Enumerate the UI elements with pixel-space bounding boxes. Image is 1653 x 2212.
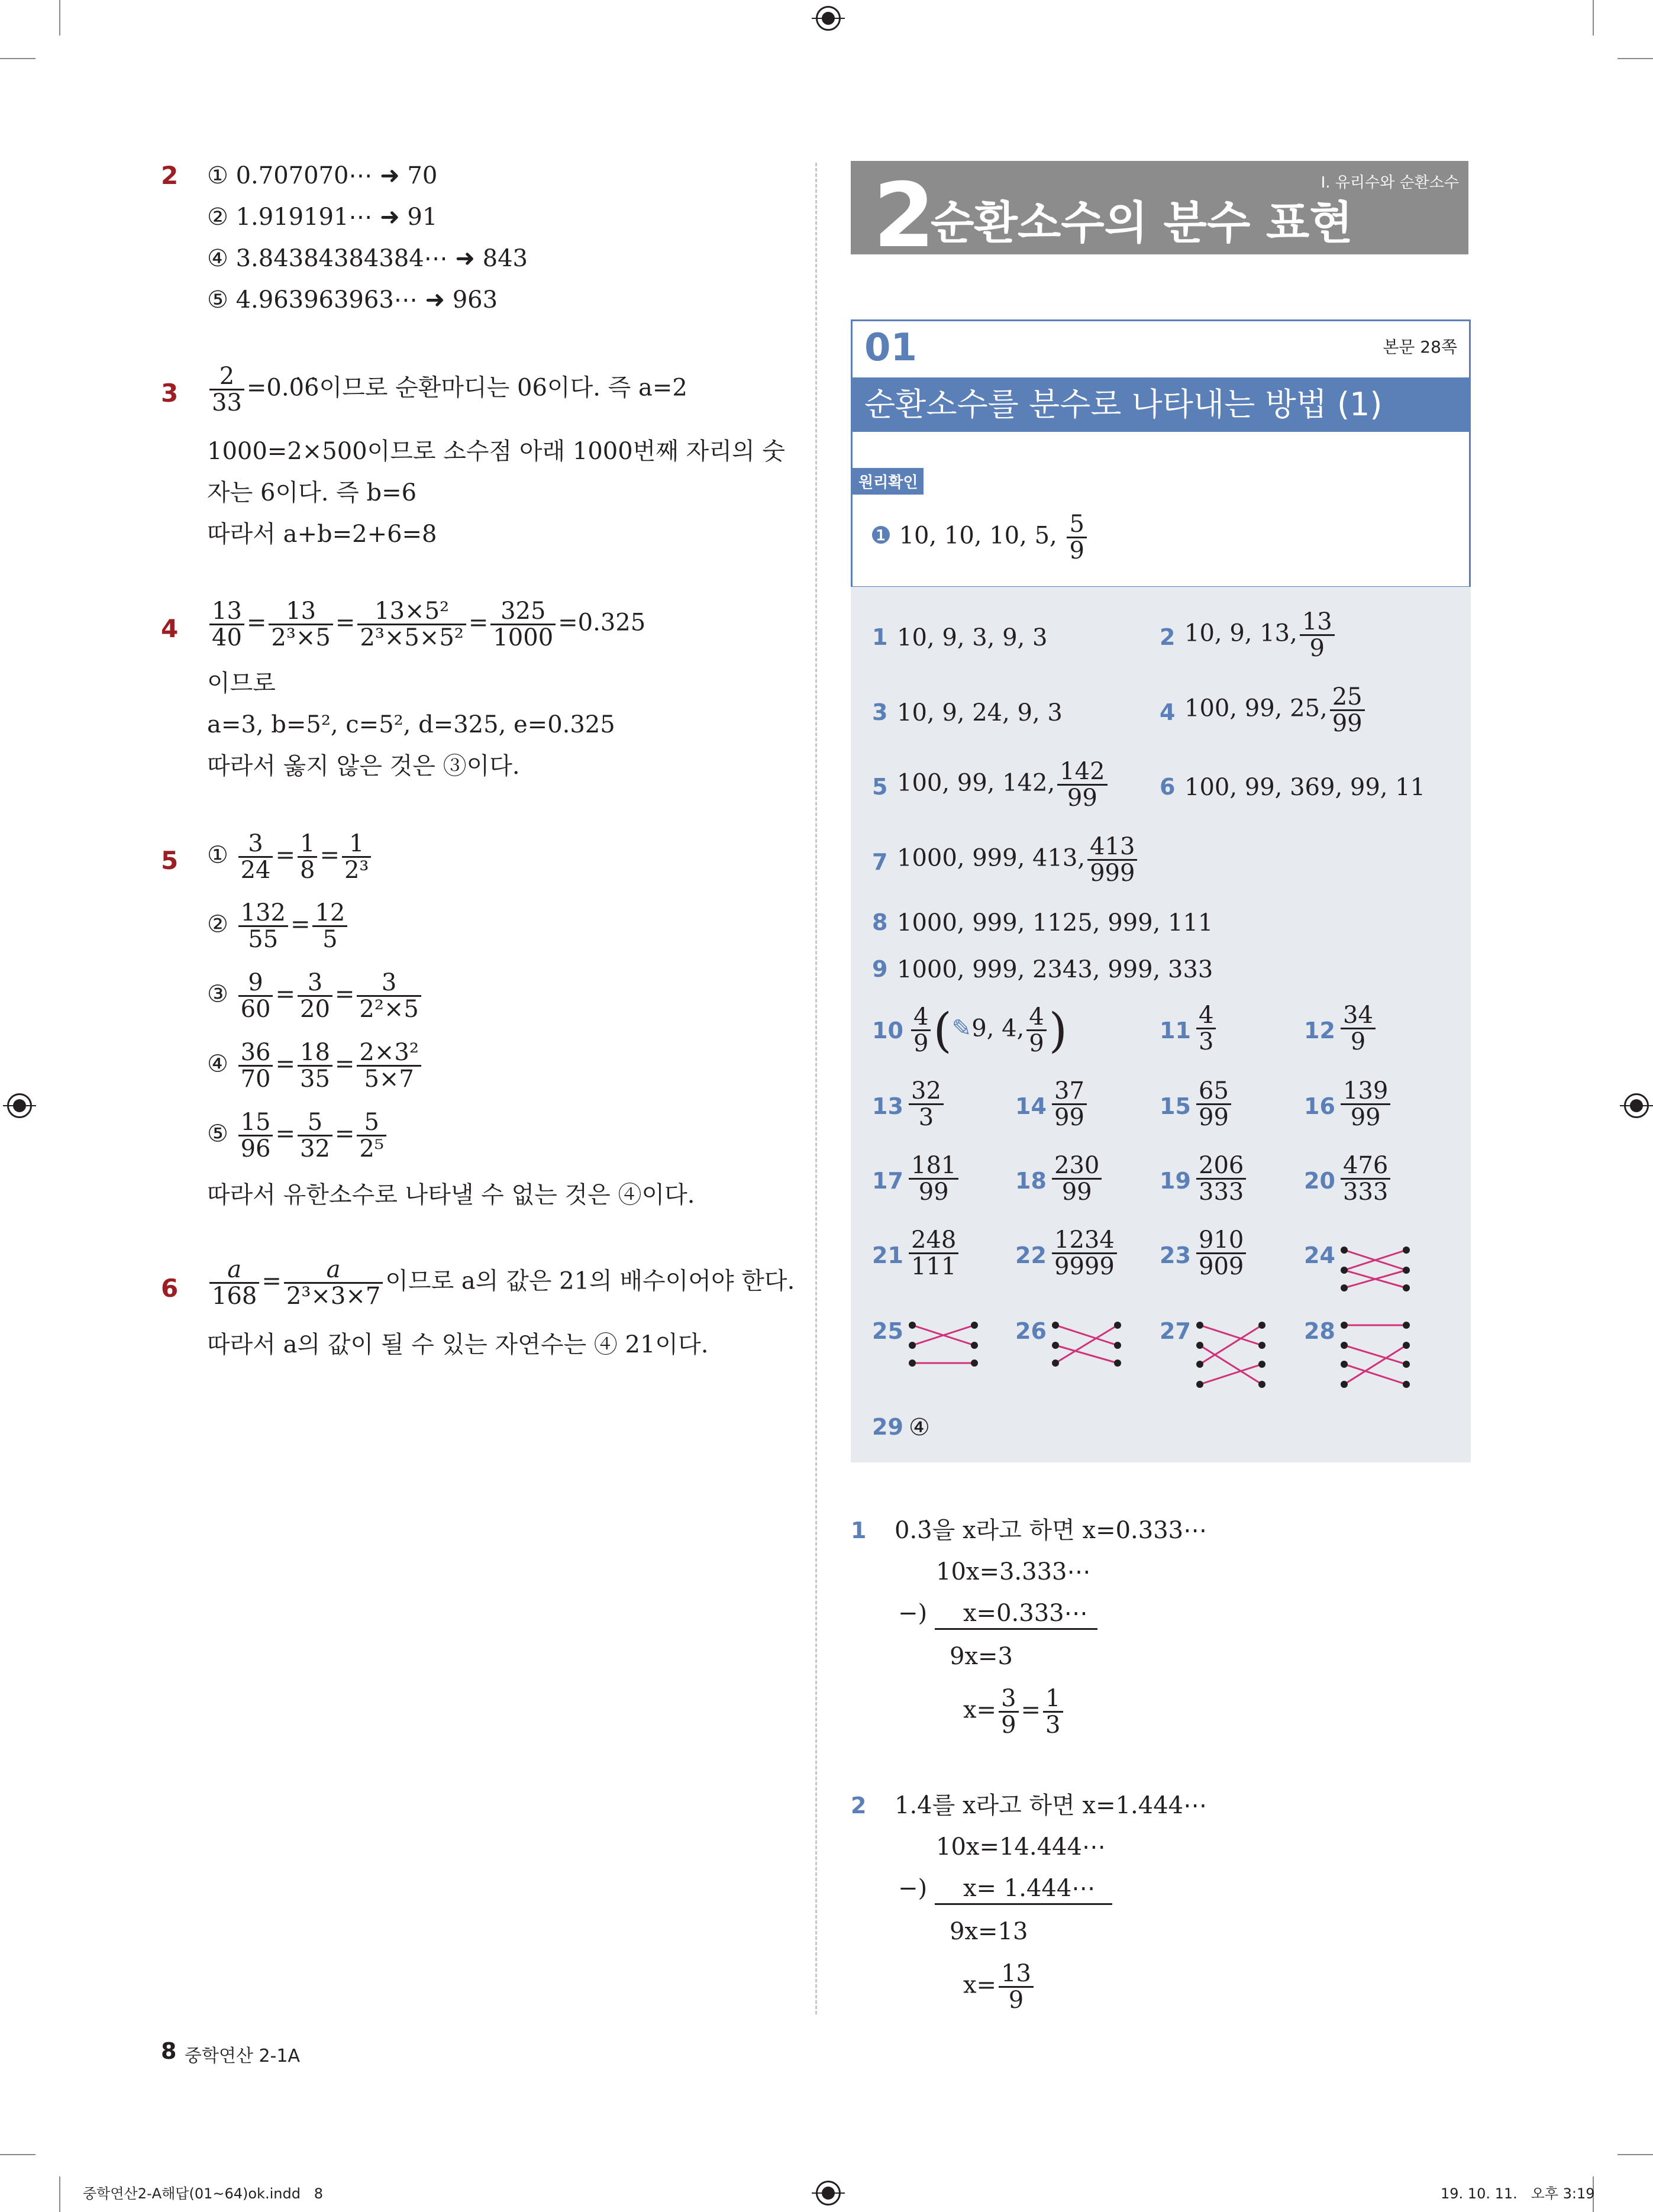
equation: $\frac{2}{33}$ =0.0̇6̇이므로 순환마디는 06이다. 즉 a=2 xyxy=(207,364,687,415)
registration-mark-icon xyxy=(7,1093,32,1118)
answer-line: ① 0.707070⋯ ➜ 70 xyxy=(207,162,438,189)
answer-line: ② 1.919191⋯ ➜ 91 xyxy=(207,204,438,231)
equation-row: ① $\frac{3}{24}$ = $\frac{1}{8}$ = $\frac{1}{\text{2³}}$ xyxy=(207,831,373,883)
category-label: I. 유리수와 순환소수 xyxy=(1321,174,1459,192)
text-line: 1000=2×500이므로 소수점 아래 1000번째 자리의 숫 xyxy=(207,438,785,465)
crop-mark xyxy=(0,58,35,59)
answer-line: ⑤ 4.963963963⋯ ➜ 963 xyxy=(207,286,498,314)
book-title: 중학연산 2-1A xyxy=(185,2046,300,2066)
concept-box xyxy=(851,319,1471,588)
text-line: 따라서 옳지 않은 것은 ③이다. xyxy=(207,753,520,780)
pencil-icon: ✎ xyxy=(951,1015,972,1042)
problem-number: 3 xyxy=(161,379,179,408)
equation-row: ④ $\frac{36}{70}$ = $\frac{18}{35}$ = $\frac{\text{2×3²}}{5\times 7}$ xyxy=(207,1040,424,1092)
file-name: 중학연산2-A해답(01~64)ok.indd 8 xyxy=(83,2185,324,2202)
matching-diagram xyxy=(1194,1320,1271,1389)
crop-mark xyxy=(1618,2154,1653,2155)
registration-mark-icon xyxy=(1624,1093,1649,1118)
problem-number: 5 xyxy=(161,846,179,875)
crop-mark xyxy=(59,2177,60,2212)
registration-mark-icon xyxy=(816,2181,841,2205)
text-line: 자는 6이다. 즉 b=6 xyxy=(207,479,417,506)
print-date: 19. 10. 11. 오후 3:19 xyxy=(1441,2185,1595,2202)
page-reference: 본문 28쪽 xyxy=(1383,337,1457,357)
principle-badge: 원리확인 xyxy=(853,468,924,495)
principle-item: ❶ 10, 10, 10, 5, $\frac{5}{9}$ xyxy=(870,512,1089,563)
crop-mark xyxy=(0,2154,35,2155)
matching-diagram xyxy=(1338,1245,1415,1293)
problem-number: 4 xyxy=(161,614,179,643)
equation: $\frac{13}{40}$ = $\frac{13}{\text{2³×5}}$ = $\frac{\text{13×5²}}{\text{2³×5×5²}}$ = $\frac{325}{1000}$ =0.325 xyxy=(207,599,645,650)
equation-row: ② $\frac{132}{55}$ = $\frac{12}{5}$ xyxy=(207,900,350,952)
equation-row: ③ $\frac{9}{60}$ = $\frac{3}{20}$ = $\frac{3}{\text{2²×5}}$ xyxy=(207,970,424,1022)
crop-mark xyxy=(1593,0,1594,35)
text-line: 따라서 유한소수로 나타낼 수 없는 것은 ④이다. xyxy=(207,1181,695,1209)
section-header xyxy=(851,161,1468,267)
matching-diagram xyxy=(1338,1320,1415,1389)
problem-number: 6 xyxy=(161,1274,179,1303)
box-number: 01 xyxy=(864,326,918,370)
text-line: 따라서 a의 값이 될 수 있는 자연수는 ④ 21이다. xyxy=(207,1331,709,1358)
matching-diagram xyxy=(906,1320,983,1368)
crop-mark xyxy=(1618,58,1653,59)
text-line: a=3, b=5², c=5², d=325, e=0.325 xyxy=(207,711,615,738)
chapter-number: 2 xyxy=(873,164,935,267)
problem-number: 2 xyxy=(161,161,179,190)
column-divider xyxy=(815,163,817,2014)
equation: $\frac{a}{168}$ = $\frac{a}{\text{2³×3×7}}$ 이므로 a의 값은 21의 배수이어야 한다. xyxy=(207,1257,795,1309)
matching-diagram xyxy=(1050,1320,1126,1368)
answer-line: ④ 3.84384384384⋯ ➜ 843 xyxy=(207,245,528,272)
section-title: 순환소수의 분수 표현 xyxy=(931,196,1353,249)
crop-mark xyxy=(59,0,60,35)
registration-mark-icon xyxy=(816,6,841,31)
text-line: 이므로 xyxy=(207,670,276,697)
text-line: 따라서 a+b=2+6=8 xyxy=(207,521,437,548)
equation-row: ⑤ $\frac{15}{96}$ = $\frac{5}{32}$ = $\frac{5}{\text{2⁵}}$ xyxy=(207,1110,389,1161)
page-number: 8 xyxy=(161,2038,177,2064)
box-title: 순환소수를 분수로 나타내는 방법 (1) xyxy=(853,377,1469,432)
